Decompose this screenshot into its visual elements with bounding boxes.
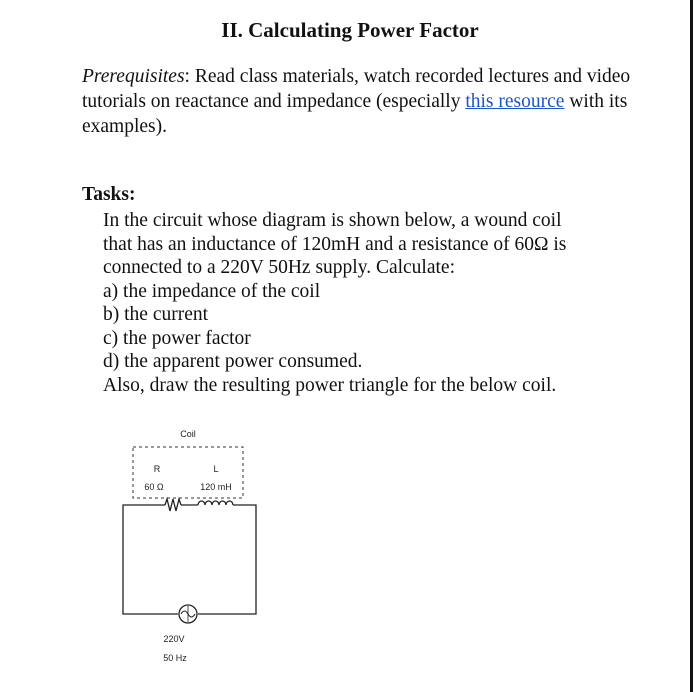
prerequisites-text-3: with its examples). <box>82 91 628 137</box>
resource-link-word-1[interactable]: this <box>465 91 494 112</box>
task-line: connected to a 220V 50Hz supply. Calculate: <box>103 257 455 278</box>
task-line: Also, draw the resulting power triangle for the below coil. <box>103 374 557 396</box>
task-line: c) the power factor <box>103 327 251 349</box>
tasks-heading: Tasks: <box>82 184 136 205</box>
coil-label: Coil <box>180 429 196 439</box>
resistor-symbol: R <box>153 464 161 474</box>
prerequisites-colon: : <box>184 66 190 87</box>
source-voltage: 220V <box>163 634 185 644</box>
task-line: a) the impedance of the coil <box>103 280 321 302</box>
circuit-wire <box>198 505 256 614</box>
prerequisites-text-2: video tutorials on reactance and impedance (especially <box>82 66 631 112</box>
resistor-value: 60 Ω <box>144 482 164 492</box>
resistor-symbol-icon <box>165 499 181 511</box>
section-title: II. Calculating Power Factor <box>221 18 479 42</box>
source-frequency: 50 Hz <box>163 653 187 663</box>
inductor-symbol: L <box>213 464 219 474</box>
inductor-value: 120 mH <box>200 482 232 492</box>
circuit-wire <box>123 505 178 614</box>
prerequisites-label: Prerequisites <box>82 66 185 87</box>
task-line: b) the current <box>103 304 209 325</box>
task-line: that has an inductance of 120mH and a resistance of 60Ω is <box>103 233 567 255</box>
resource-link-word-2[interactable]: resource <box>498 91 565 112</box>
inductor-coil-icon <box>198 501 233 505</box>
prerequisites-text-1: Read class materials, watch recorded lectures and <box>194 66 582 87</box>
task-line: d) the apparent power consumed. <box>103 351 363 372</box>
task-line: In the circuit whose diagram is shown below, a wound coil <box>103 210 562 231</box>
